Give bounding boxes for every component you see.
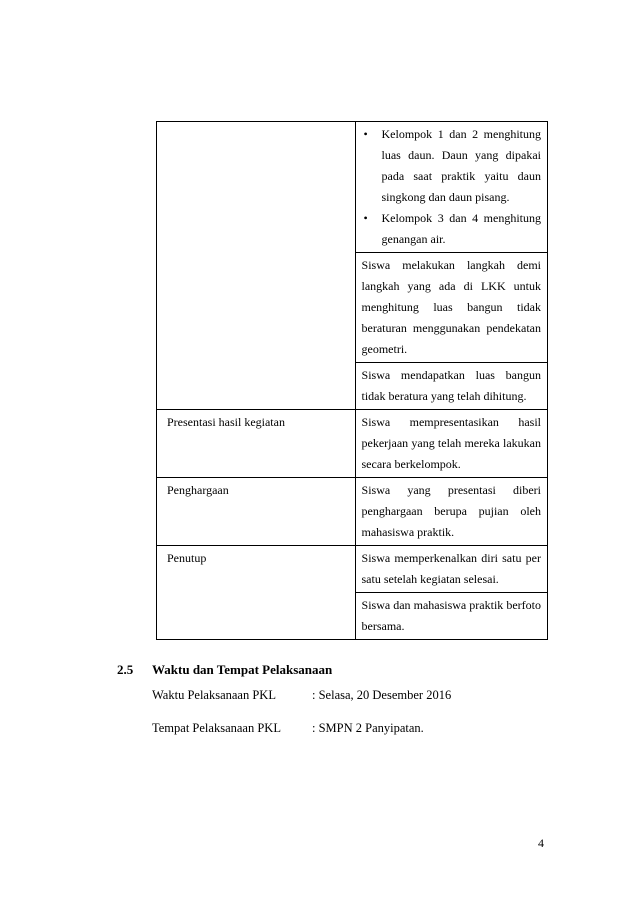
- info-row-time: [152, 688, 451, 703]
- table-cell-description: Siswa melakukan langkah demi langkah yang ada di LKK untuk menghitung luas bangun tidak beraturan menggunakan pendekatan geometri.: [355, 253, 547, 363]
- table-cell-description: Siswa memperkenalkan diri satu per satu setelah kegiatan selesai.: [355, 546, 547, 593]
- table-cell-description: [355, 122, 547, 253]
- page-number: 4: [538, 836, 544, 850]
- table-cell-description: Siswa mempresentasikan hasil pekerjaan yang telah mereka lakukan secara berkelompok.: [355, 410, 547, 478]
- info-label: Tempat Pelaksanaan PKL: [152, 721, 281, 735]
- section-number: 2.5: [117, 662, 134, 677]
- info-row-place: [152, 721, 424, 736]
- table-row: [157, 546, 548, 593]
- table-row: [157, 253, 548, 363]
- table-cell-activity: Penghargaan: [157, 478, 356, 546]
- list-item: • Kelompok 1 dan 2 menghitung luas daun. Daun yang dipakai pada saat praktik yaitu daun singkong dan daun pisang.: [362, 124, 541, 208]
- info-label: Waktu Pelaksanaan PKL: [152, 688, 276, 702]
- info-value: : SMPN 2 Panyipatan.: [312, 721, 424, 735]
- bullet-icon: •: [363, 211, 368, 225]
- section-title: Waktu dan Tempat Pelaksanaan: [152, 662, 333, 677]
- table-cell-activity: [157, 122, 356, 253]
- table-cell-activity: Penutup: [157, 546, 356, 593]
- section-heading: [117, 662, 332, 678]
- table-cell-description: Siswa mendapatkan luas bangun tidak beratura yang telah dihitung.: [355, 363, 547, 410]
- table-row: [157, 122, 548, 253]
- table-cell-description: Siswa yang presentasi diberi penghargaan berupa pujian oleh mahasiswa praktik.: [355, 478, 547, 546]
- list-item: • Kelompok 3 dan 4 menghitung genangan air.: [362, 208, 541, 250]
- table-cell-activity: [157, 593, 356, 640]
- info-value: : Selasa, 20 Desember 2016: [312, 688, 452, 702]
- bullet-list: [362, 124, 541, 250]
- table-cell-activity: [157, 253, 356, 363]
- table-row: [157, 478, 548, 546]
- table-row: [157, 593, 548, 640]
- activity-table: [156, 121, 548, 640]
- table-cell-activity: [157, 363, 356, 410]
- table-row: [157, 410, 548, 478]
- bullet-icon: •: [363, 127, 368, 141]
- table-cell-description: Siswa dan mahasiswa praktik berfoto bersama.: [355, 593, 547, 640]
- table-row: [157, 363, 548, 410]
- table-cell-activity: Presentasi hasil kegiatan: [157, 410, 356, 478]
